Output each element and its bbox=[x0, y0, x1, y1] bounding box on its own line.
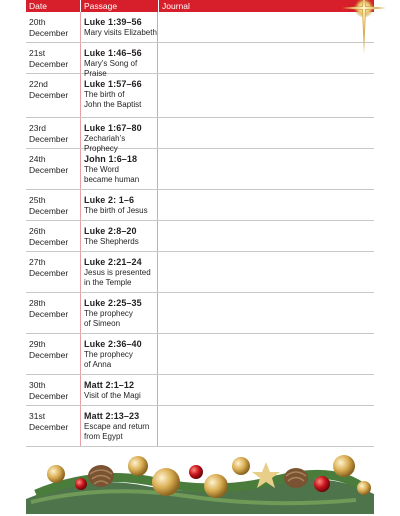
journal-cell[interactable] bbox=[158, 221, 374, 251]
passage-description: in the Temple bbox=[84, 278, 132, 287]
passage-cell bbox=[80, 118, 158, 153]
passage-description: The birth of Jesus bbox=[84, 206, 148, 215]
reading-plan bbox=[26, 0, 374, 447]
table-row bbox=[26, 43, 374, 78]
journal-cell[interactable] bbox=[158, 12, 374, 42]
date-month: December bbox=[29, 58, 69, 69]
passage-description: Jesus is presented bbox=[84, 268, 151, 277]
passage-description: of Simeon bbox=[84, 319, 121, 328]
passage-reference: Luke 1:57–66 bbox=[84, 79, 142, 89]
passage-cell bbox=[80, 375, 158, 405]
reading-table bbox=[26, 12, 374, 447]
passage-description: John the Baptist bbox=[84, 100, 142, 109]
passage-reference: John 1:6–18 bbox=[84, 154, 138, 164]
passage-description: became human bbox=[84, 175, 140, 184]
date-cell bbox=[26, 406, 80, 446]
date-cell bbox=[26, 375, 80, 405]
passage-reference: Luke 2:25–35 bbox=[84, 298, 142, 308]
journal-cell[interactable] bbox=[158, 406, 374, 446]
passage-cell bbox=[80, 74, 158, 117]
passage-description: Mary’s Song of Praise bbox=[84, 59, 138, 78]
date-month: December bbox=[29, 133, 69, 144]
passage-description: from Egypt bbox=[84, 432, 123, 441]
passage-description: The Shepherds bbox=[84, 237, 139, 246]
passage-description: Mary visits Elizabeth bbox=[84, 28, 157, 37]
date-cell bbox=[26, 221, 80, 251]
date-month: December bbox=[29, 205, 69, 216]
table-header bbox=[26, 0, 374, 12]
date-month: December bbox=[29, 349, 69, 360]
passage-reference: Matt 2:1–12 bbox=[84, 380, 135, 390]
date-day: 27th bbox=[29, 257, 46, 267]
date-day: 30th bbox=[29, 380, 46, 390]
header-date: Date bbox=[29, 1, 47, 11]
passage-cell bbox=[80, 12, 158, 42]
journal-cell[interactable] bbox=[158, 252, 374, 292]
table-row bbox=[26, 118, 374, 153]
passage-cell bbox=[80, 293, 158, 333]
date-cell bbox=[26, 334, 80, 374]
journal-cell[interactable] bbox=[158, 74, 374, 117]
christmas-garland bbox=[26, 444, 374, 514]
date-cell bbox=[26, 43, 80, 73]
passage-description: The Word bbox=[84, 165, 119, 174]
passage-cell bbox=[80, 43, 158, 78]
table-row bbox=[26, 293, 374, 334]
passage-description: Escape and return bbox=[84, 422, 150, 431]
passage-reference: Luke 1:39–56 bbox=[84, 17, 142, 27]
passage-cell bbox=[80, 190, 158, 220]
table-row bbox=[26, 406, 374, 447]
journal-cell[interactable] bbox=[158, 149, 374, 189]
date-month: December bbox=[29, 236, 69, 247]
date-cell bbox=[26, 74, 80, 117]
date-day: 31st bbox=[29, 411, 46, 421]
table-row bbox=[26, 252, 374, 293]
table-row bbox=[26, 149, 374, 190]
date-month: December bbox=[29, 27, 69, 38]
table-row bbox=[26, 190, 374, 221]
journal-cell[interactable] bbox=[158, 334, 374, 374]
passage-reference: Matt 2:13–23 bbox=[84, 411, 140, 421]
passage-reference: Luke 2:21–24 bbox=[84, 257, 142, 267]
passage-description: of Anna bbox=[84, 360, 112, 369]
table-row bbox=[26, 221, 374, 252]
passage-reference: Luke 2:8–20 bbox=[84, 226, 137, 236]
passage-cell bbox=[80, 221, 158, 251]
date-month: December bbox=[29, 267, 69, 278]
journal-cell[interactable] bbox=[158, 118, 374, 148]
date-day: 29th bbox=[29, 339, 46, 349]
table-row bbox=[26, 12, 374, 43]
passage-reference: Luke 1:46–56 bbox=[84, 48, 142, 58]
header-journal: Journal bbox=[158, 0, 374, 12]
date-month: December bbox=[29, 308, 69, 319]
passage-cell bbox=[80, 334, 158, 374]
date-month: December bbox=[29, 421, 69, 432]
date-cell bbox=[26, 293, 80, 333]
passage-description: The birth of bbox=[84, 90, 125, 99]
passage-cell bbox=[80, 252, 158, 292]
date-day: 24th bbox=[29, 154, 46, 164]
date-day: 23rd bbox=[29, 123, 47, 133]
table-row bbox=[26, 334, 374, 375]
date-cell bbox=[26, 190, 80, 220]
header-passage: Passage bbox=[80, 0, 158, 12]
journal-cell[interactable] bbox=[158, 190, 374, 220]
date-day: 21st bbox=[29, 48, 46, 58]
date-month: December bbox=[29, 89, 69, 100]
passage-reference: Luke 2:36–40 bbox=[84, 339, 142, 349]
date-day: 20th bbox=[29, 17, 46, 27]
date-month: December bbox=[29, 390, 69, 401]
date-day: 28th bbox=[29, 298, 46, 308]
passage-description: Zechariah’s Prophecy bbox=[84, 134, 126, 153]
date-cell bbox=[26, 252, 80, 292]
journal-cell[interactable] bbox=[158, 375, 374, 405]
date-month: December bbox=[29, 164, 69, 175]
table-row bbox=[26, 74, 374, 118]
date-cell bbox=[26, 12, 80, 42]
date-cell bbox=[26, 118, 80, 148]
date-day: 25th bbox=[29, 195, 46, 205]
date-day: 22nd bbox=[29, 79, 48, 89]
table-row bbox=[26, 375, 374, 406]
passage-description: The prophecy bbox=[84, 350, 133, 359]
passage-cell bbox=[80, 149, 158, 189]
passage-description: Visit of the Magi bbox=[84, 391, 141, 400]
journal-cell[interactable] bbox=[158, 43, 374, 73]
journal-cell[interactable] bbox=[158, 293, 374, 333]
passage-reference: Luke 1:67–80 bbox=[84, 123, 142, 133]
date-day: 26th bbox=[29, 226, 46, 236]
passage-description: The prophecy bbox=[84, 309, 133, 318]
passage-cell bbox=[80, 406, 158, 446]
passage-reference: Luke 2: 1–6 bbox=[84, 195, 135, 205]
date-cell bbox=[26, 149, 80, 189]
